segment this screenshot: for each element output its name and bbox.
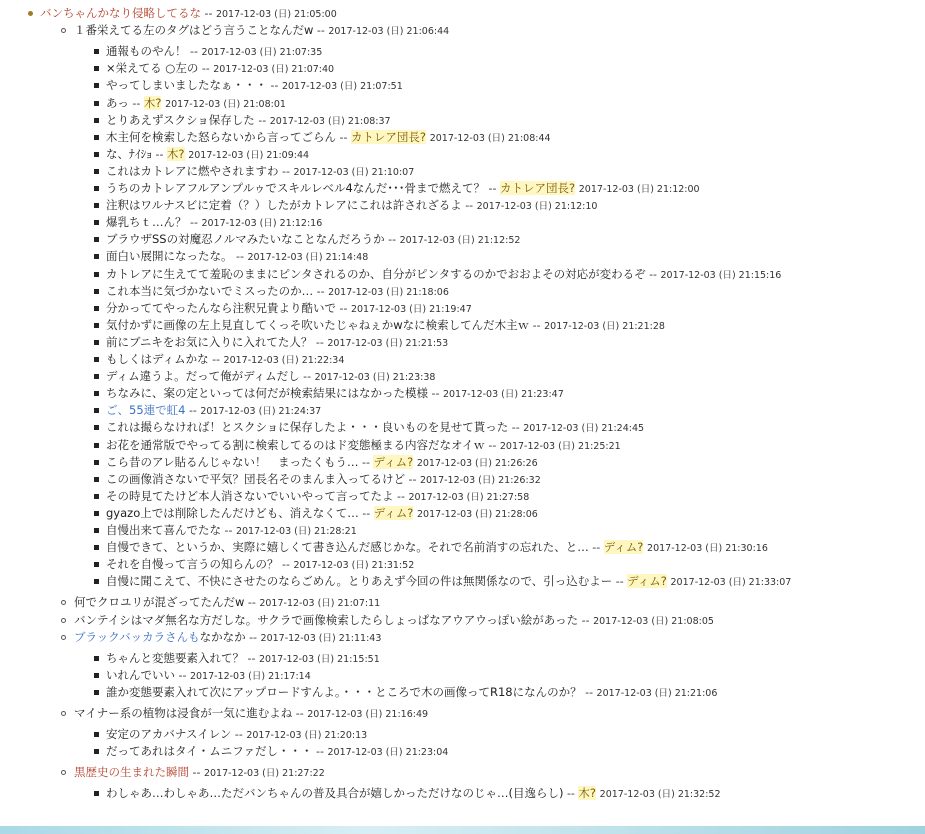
comment-item [106,180,700,198]
comment-text: わしゃあ…わしゃあ…ただバンちゃんの普及具合が嬉しかっただけなのじゃ…(目逸らし) [106,786,564,801]
comment-text: それを自慢って言うの知らんの？ [106,557,279,572]
timestamp: 2017-12-03 (日) 21:07:35 [201,47,323,59]
bullet-icon [94,272,99,277]
separator: -- [588,541,604,555]
author-name[interactable]: ディム? [373,454,414,469]
timestamp: 2017-12-03 (日) 21:27:58 [408,491,530,503]
separator: -- [645,267,661,281]
bullet-icon [94,186,99,191]
separator: -- [244,651,259,665]
comment-text: だってあれはタイ・ムニファだし・・・ [106,744,313,759]
bullet-icon [94,101,99,106]
bullet-icon [94,203,99,208]
timestamp: 2017-12-03 (日) 21:18:06 [328,286,449,298]
bullet-icon [61,618,66,623]
separator: -- [186,45,202,59]
timestamp: 2017-12-03 (日) 21:23:04 [327,747,449,759]
bullet-icon [61,711,66,716]
comment-item [106,163,414,181]
comment-text: うちのカトレアフルアンプルゥでスキルレベル4なんだ･･･骨まで燃えて？ [106,181,486,195]
comment-item [106,231,520,249]
comment-text: いれんでいい [106,667,175,682]
separator: -- [485,182,500,195]
separator: -- [232,250,248,264]
separator: -- [508,421,524,435]
timestamp: 2017-12-03 (日) 21:25:21 [499,440,621,452]
timestamp: 2017-12-03 (日) 21:33:07 [670,577,792,589]
comment-item [74,764,325,782]
comment-item [106,77,403,95]
timestamp: 2017-12-03 (日) 21:26:26 [416,457,538,469]
separator: -- [278,164,294,178]
bullet-icon [94,237,99,242]
bullet-icon [94,494,99,499]
comment-text: な、ﾅｲｼｮ [106,146,152,161]
bullet-icon [94,306,99,311]
bullet-icon [94,656,99,661]
comment-item [106,522,357,540]
author-name[interactable]: 木? [578,786,597,801]
comment-item [106,667,311,685]
separator: -- [336,301,351,315]
comment-text: とりあえずスクショ保存した [106,112,255,127]
author-name[interactable]: 木? [143,95,162,110]
comment-text: 分かっててやったんなら注釈兄貴より酷いで [106,300,336,315]
bullet-icon [94,545,99,550]
timestamp: 2017-12-03 (日) 21:07:11 [259,598,381,610]
timestamp: 2017-12-03 (日) 21:12:52 [399,235,521,247]
separator: -- [336,130,351,144]
comment-item [106,385,564,403]
comment-text: ブラウザSSの対魔忍ノルマみたいなことなんだろうか [106,232,385,247]
comment-text: これはカトレアに燃やされますわ [106,163,279,178]
separator: -- [484,438,500,452]
bullet-icon [94,579,99,584]
separator: -- [312,745,328,759]
bullet-icon [94,152,99,157]
comment-text: 気付かずに画像の左上見直してくっそ吹いたじゃねぇかwなに検索してんだ木主ｗ [106,317,530,332]
timestamp: 2017-12-03 (日) 21:08:05 [593,615,714,627]
bullet-icon [94,528,99,533]
comment-item [106,214,322,232]
comment-text[interactable]: ご、55連で虹4 [106,403,186,418]
separator: -- [461,199,477,213]
timestamp: 2017-12-03 (日) 21:19:47 [350,303,472,315]
comment-item [106,471,541,489]
comment-item [106,43,322,61]
comment-item [106,146,309,164]
comment-text: 爆乳ちｔ…ん？ [106,215,187,230]
bullet-icon [94,49,99,54]
timestamp: 2017-12-03 (日) 21:07:40 [213,64,335,76]
comment-item [106,351,344,369]
comment-text: ちゃんと変態要素入れて？ [106,650,244,665]
bullet-icon [94,791,99,796]
comment-item [106,266,781,284]
timestamp: 2017-12-03 (日) 21:28:06 [417,508,538,520]
comment-item [106,112,391,130]
separator: -- [208,353,224,366]
bullet-icon [94,374,99,379]
timestamp: 2017-12-03 (日) 21:06:44 [328,26,450,38]
bullet-icon [61,635,66,640]
comment-text: マイナー系の植物は浸食が一気に進むよね [74,706,293,720]
comment-text: 面白い展開になったな。 [106,249,233,264]
separator: -- [244,596,260,610]
timestamp: 2017-12-03 (日) 21:08:44 [429,132,551,144]
comment-item [106,573,791,591]
comment-item [106,505,538,523]
bullet-icon [61,28,66,33]
comment-item [106,95,286,113]
comment-text [74,630,246,644]
comment-item [106,454,538,472]
comment-text: 木主何を検索した怒らないから言ってごらん [106,129,336,144]
bullet-icon [94,118,99,123]
comment-item [106,419,644,437]
timestamp: 2017-12-03 (日) 21:16:49 [307,709,429,720]
separator: -- [578,613,594,627]
comment-text: 自慢できて、というか、実際に嬉しくて書き込んだ感じかな。それで名前消すの忘れた、と… [106,540,589,555]
comment-item [106,437,621,455]
timestamp: 2017-12-03 (日) 21:10:07 [293,166,415,178]
separator: -- [299,370,315,384]
timestamp: 2017-12-03 (日) 21:12:10 [476,201,598,213]
separator: -- [267,79,282,93]
separator: -- [581,685,597,699]
separator: -- [245,630,261,644]
separator: -- [128,96,144,110]
separator: -- [312,335,328,349]
bottom-border [0,826,925,834]
separator: -- [254,113,270,127]
separator: -- [529,318,545,332]
comment-text: カトレアに生えてて羞恥のままにピンタされるのか、自分がピンタするのかでおおよその対応が変わるぞ [106,266,646,281]
bullet-icon [94,562,99,567]
bullet-icon [94,254,99,259]
timestamp: 2017-12-03 (日) 21:21:28 [544,320,665,332]
comment-item [106,368,435,386]
comment-text: あっ [106,95,129,110]
comment-item [106,248,368,266]
separator: -- [612,575,628,589]
bullet-icon [94,443,99,448]
separator: -- [278,558,294,572]
timestamp: 2017-12-03 (日) 21:09:44 [188,149,310,161]
separator: -- [152,147,167,161]
bullet-icon [28,11,33,16]
comment-text: バンテイシはマダ無名な方だしな。サクラで画像検索したらしょっぱなアウアウっぽい絵があった [74,612,579,627]
separator: -- [186,216,202,230]
comment-text: ディム違うよ。だって俺がディムだし [106,369,300,384]
bullet-icon [94,289,99,294]
author-name[interactable]: カトレア団長? [350,129,427,144]
bullet-icon [94,732,99,737]
timestamp: 2017-12-03 (日) 21:23:47 [442,389,564,401]
author-name[interactable]: ディム? [373,505,414,520]
separator: -- [358,455,374,469]
comment-item [106,539,768,557]
timestamp: 2017-12-03 (日) 21:23:38 [314,372,436,384]
comment-item [74,612,714,630]
comment-link[interactable]: ブラックバッカラさんも [74,629,200,644]
bullet-icon [94,66,99,71]
separator: -- [189,766,204,780]
timestamp: 2017-12-03 (日) 21:30:16 [647,543,768,555]
timestamp: 2017-12-03 (日) 21:11:43 [260,632,382,644]
comment-item [74,22,449,40]
timestamp: 2017-12-03 (日) 21:27:22 [203,768,325,780]
timestamp: 2017-12-03 (日) 21:08:01 [165,98,286,110]
bullet-icon [94,511,99,516]
timestamp: 2017-12-03 (日) 21:05:00 [215,9,337,20]
separator: -- [313,284,329,298]
bullet-icon [94,340,99,345]
bullet-icon [94,460,99,465]
timestamp: 2017-12-03 (日) 21:21:06 [596,687,718,699]
comment-text: 前にブニキをお気に入りに入れてた人？ [106,334,313,349]
comment-text: お花を通常版でやってる割に検索してるのはド変態極まる内容だなオイｗ [106,437,485,452]
bullet-icon [94,83,99,88]
timestamp: 2017-12-03 (日) 21:21:53 [327,337,449,349]
comment-text: 通報ものやん！ [106,44,187,59]
comment-item [106,317,665,335]
timestamp: 2017-12-03 (日) 21:08:37 [269,115,391,127]
comment-item [106,684,717,702]
separator: -- [428,387,443,401]
separator: -- [393,489,409,503]
bullet-icon [94,391,99,396]
separator: -- [384,233,400,247]
bullet-icon [61,770,66,775]
bullet-icon [94,408,99,413]
separator: -- [175,668,190,682]
comment-item [40,5,337,23]
author-name[interactable]: カトレア団長? [500,181,576,195]
separator: -- [405,472,420,486]
comment-text: ちなみに、案の定といっては何だが検索結果にはなかった模様 [106,386,428,401]
separator: -- [185,404,201,418]
timestamp: 2017-12-03 (日) 21:07:51 [281,81,403,93]
comment-item [106,743,448,761]
comment-item [106,300,472,318]
timestamp: 2017-12-03 (日) 21:12:00 [578,184,700,195]
separator: -- [221,524,236,537]
comment-text: この画像消さないで平気？団長名そのまんま入ってるけど [106,471,405,486]
timestamp: 2017-12-03 (日) 21:20:13 [246,730,368,742]
comment-item [74,594,380,612]
comment-item [106,650,380,668]
bullet-icon [61,600,66,605]
separator: -- [313,24,329,38]
bullet-icon [94,690,99,695]
timestamp: 2017-12-03 (日) 21:12:16 [201,218,323,230]
comment-text: ×栄えてる ○左の [106,61,199,76]
comment-text-rest: なかなか [199,629,246,644]
bullet-icon [94,169,99,174]
comment-item [106,785,721,803]
comment-item [106,60,334,78]
timestamp: 2017-12-03 (日) 21:26:32 [419,474,541,486]
comment-text: 何でクロユリが混ざってたんだw [74,595,245,610]
comment-item [106,283,449,301]
comment-text: バンちゃんかなり侵略してるな [40,6,201,20]
comment-text: これは撮らなければ！とスクショに保存したよ・・・良いものを見せて貰った [106,420,509,435]
comment-item [106,556,414,574]
comment-text: 注釈はワルナスビに定着（？）したがカトレアにこれは許されざるよ [106,198,462,213]
author-name[interactable]: ディム? [627,574,667,589]
comment-text: 黒歴史の生まれた瞬間 [74,765,189,780]
comment-item [106,726,367,744]
timestamp: 2017-12-03 (日) 21:28:21 [235,526,357,537]
bullet-icon [94,749,99,754]
timestamp: 2017-12-03 (日) 21:24:37 [200,406,322,418]
timestamp: 2017-12-03 (日) 21:32:52 [599,789,721,801]
comment-text: もしくはディムかな [106,352,209,366]
bullet-icon [94,477,99,482]
timestamp: 2017-12-03 (日) 21:15:51 [258,653,380,665]
comment-item [106,488,529,506]
timestamp: 2017-12-03 (日) 21:24:45 [523,423,645,435]
comment-text: こら昔のアレ貼るんじゃない！ まったくもう… [106,454,359,469]
bullet-icon [94,135,99,140]
comment-text: １番栄えてる左のタグはどう言うことなんだw [74,23,314,38]
comment-item [106,334,448,352]
comment-item [106,129,551,147]
timestamp: 2017-12-03 (日) 21:31:52 [293,560,415,572]
comment-text: 誰か変態要素入れて次にアップロードすんよ。・・・ところで木の画像ってR18になんのか？ [106,684,582,699]
separator: -- [198,62,214,76]
comment-text: やってしまいましたなぁ・・・ [106,78,267,93]
comment-text: 自慢に聞こえて、不快にさせたのならごめん。とりあえず今回の件は無関係なので、引っ込むよー [106,574,613,589]
timestamp: 2017-12-03 (日) 21:14:48 [247,252,369,264]
comment-text: 安定のアカバナスイレン [106,727,232,742]
comment-text: 自慢出来て喜んでたな [106,523,221,537]
comment-text: その時見てたけど本人消さないでいいやって言ってたよ [106,488,394,503]
comment-text: gyazo上では削除したんだけども、消えなくて… [106,505,359,520]
author-name[interactable]: 木? [166,146,185,161]
separator: -- [201,7,216,20]
bullet-icon [94,323,99,328]
comment-text: これ本当に気づかないでミスったのか… [106,283,314,298]
separator: -- [231,728,247,742]
bullet-icon [94,673,99,678]
bullet-icon [94,357,99,362]
comment-item [106,197,597,215]
comment-item [74,705,428,723]
separator: -- [358,506,374,520]
bullet-icon [94,220,99,225]
author-name[interactable]: ディム? [603,540,644,555]
timestamp: 2017-12-03 (日) 21:17:14 [189,670,311,682]
comment-item [106,402,321,420]
timestamp: 2017-12-03 (日) 21:15:16 [660,269,782,281]
separator: -- [563,787,579,801]
bullet-icon [94,425,99,430]
timestamp: 2017-12-03 (日) 21:22:34 [223,355,345,366]
comment-item [74,629,381,647]
separator: -- [292,707,308,720]
